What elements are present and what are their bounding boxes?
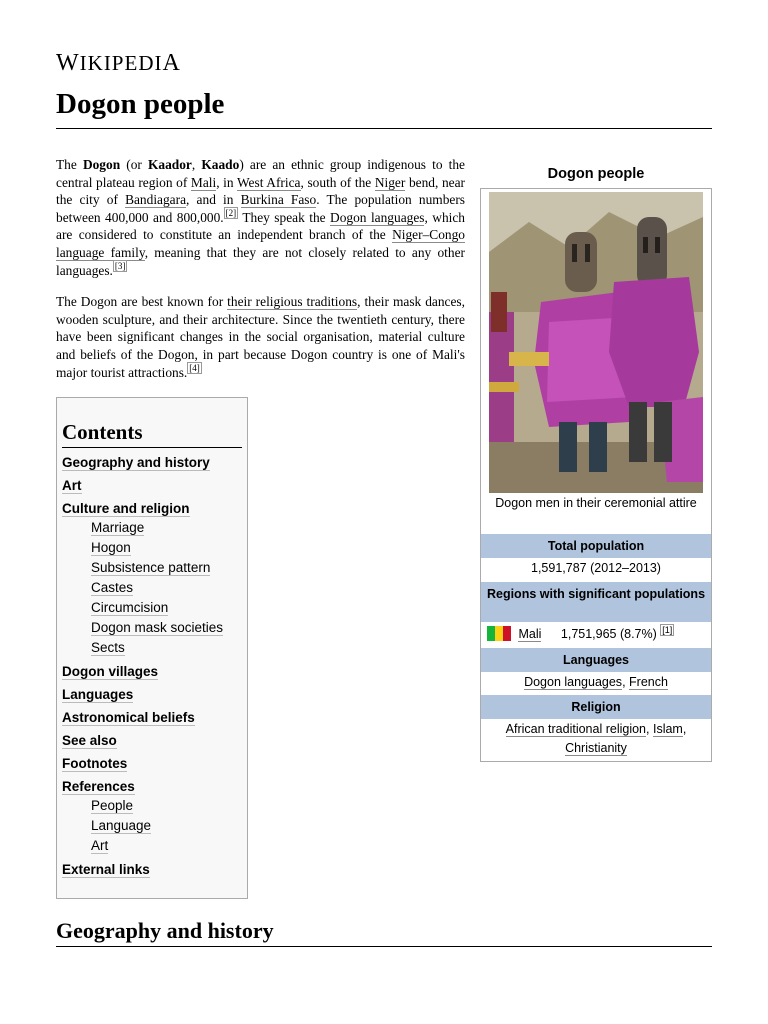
toc-item[interactable]: Art: [62, 478, 82, 493]
table-of-contents: [56, 397, 248, 899]
languages-header: Languages: [481, 648, 711, 672]
wikipedia-wordmark[interactable]: WIKIPEDIA: [56, 50, 181, 76]
photo-illustration: [489, 192, 703, 493]
toc-item[interactable]: References: [62, 779, 135, 794]
mali-flag-icon: [487, 626, 511, 641]
toc-item[interactable]: Culture and religion: [62, 501, 190, 516]
footnote-ref-4[interactable]: [4]: [189, 363, 200, 374]
total-population-header: Total population: [481, 534, 711, 558]
toc-item[interactable]: Astronomical beliefs: [62, 710, 195, 725]
page-title: Dogon people: [56, 86, 712, 129]
toc-subitem[interactable]: Art: [91, 838, 109, 853]
languages-row: Dogon languages, French: [524, 675, 668, 689]
regions-header: Regions with significant populations: [481, 582, 711, 622]
toc-item[interactable]: See also: [62, 733, 117, 748]
toc-subitem[interactable]: Hogon: [91, 540, 131, 555]
toc-subitem[interactable]: Dogon mask societies: [91, 620, 224, 635]
link-religious-traditions[interactable]: their religious traditions: [227, 294, 358, 310]
link-bandiagara[interactable]: Bandiagara: [125, 192, 187, 208]
toc-item[interactable]: Languages: [62, 687, 134, 702]
toc-item[interactable]: External links: [62, 862, 150, 877]
region-row: [481, 625, 711, 644]
link-dogon-languages-infobox[interactable]: Dogon languages: [524, 675, 623, 689]
link-dogon-languages[interactable]: Dogon languages: [330, 209, 425, 225]
link-burkina-faso[interactable]: Burkina Faso: [240, 192, 317, 208]
link-islam[interactable]: Islam: [652, 722, 683, 736]
toc-subitem[interactable]: Subsistence pattern: [91, 560, 211, 575]
region-value: 1,751,965 (8.7%): [560, 627, 657, 641]
religion-row: African traditional religion, Islam, Christianity: [505, 722, 687, 755]
intro-paragraph-1: The Dogon (or Kaador, Kaado) are an ethnic group indigenous to the central plateau region of Mali, in West Africa, south of the Niger bend, near the city of Bandiagara, and in Burkina Faso. The population numbers between 400,000 and 800,000. [2] They speak the Dogon languages, which are considered to constitute an independent branch of the Niger–Congo language family, meaning that they are not closely related to any other languages. [3]: [56, 157, 466, 278]
infobox-caption: Dogon people: [547, 166, 645, 182]
link-african-traditional-religion[interactable]: African traditional religion: [505, 722, 647, 736]
intro-paragraph-2: The Dogon are best known for their religious traditions, their mask dances, wooden sculpture, and their architecture. Since the twentieth century, there have been significant changes in the social organisation, material culture and beliefs of the Dogon, in part because Dogon country is one of Mali's major tourist attractions. [4]: [56, 294, 465, 380]
toc-subitem[interactable]: People: [91, 798, 134, 813]
footnote-ref-2[interactable]: [2]: [225, 208, 237, 219]
toc-item[interactable]: Dogon villages: [62, 664, 159, 679]
link-mali[interactable]: Mali: [190, 174, 217, 190]
article-intro: [56, 156, 465, 395]
toc-item[interactable]: Footnotes: [62, 756, 128, 771]
toc-subitem[interactable]: Castes: [91, 580, 134, 595]
image-caption: Dogon men in their ceremonial attire: [495, 496, 697, 510]
section-heading-geography: Geography and history: [56, 918, 712, 947]
toc-subitem[interactable]: Marriage: [91, 520, 145, 535]
link-niger-congo[interactable]: Niger–Congo language family: [56, 227, 465, 260]
link-niger[interactable]: Niger: [374, 174, 406, 190]
toc-subitem[interactable]: Language: [91, 818, 152, 833]
toc-title: Contents: [62, 420, 242, 448]
link-christianity[interactable]: Christianity: [565, 741, 627, 755]
link-west-africa[interactable]: West Africa: [236, 174, 301, 190]
link-region-mali[interactable]: Mali: [518, 627, 542, 641]
footnote-ref-3[interactable]: [3]: [114, 261, 126, 272]
infobox: [480, 188, 712, 762]
toc-item[interactable]: Geography and history: [62, 455, 210, 470]
toc-subitem[interactable]: Circumcision: [91, 600, 169, 615]
footnote-ref-1[interactable]: [1]: [662, 624, 673, 635]
dogon-men-photo[interactable]: [489, 192, 703, 493]
toc-subitem[interactable]: Sects: [91, 640, 125, 655]
religion-header: Religion: [481, 695, 711, 719]
link-french[interactable]: French: [629, 675, 668, 689]
total-population-value: 1,591,787 (2012–2013): [531, 561, 661, 575]
